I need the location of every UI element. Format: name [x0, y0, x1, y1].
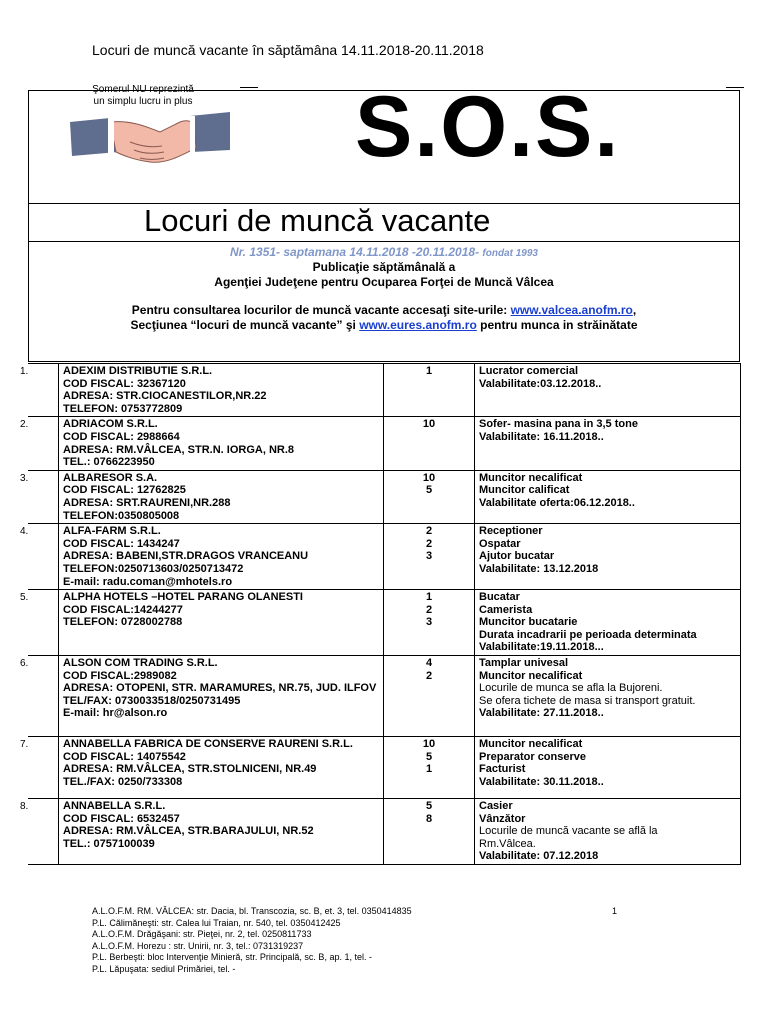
vacancies-cell	[384, 364, 475, 417]
job-row	[28, 364, 741, 417]
vacancy-count: 1	[425, 763, 433, 776]
company-line: COD FISCAL: 1434247	[63, 537, 180, 550]
consult-text-3: pentru munca in străinătate	[476, 318, 638, 332]
company-cell	[59, 470, 384, 523]
position-line: Facturist	[479, 763, 526, 776]
job-number-cell	[20, 417, 59, 470]
vacancy-count: 10	[422, 471, 436, 484]
main-title: Locuri de muncă vacante	[144, 203, 491, 238]
positions-cell	[475, 656, 741, 737]
job-row	[28, 524, 741, 590]
company-line: ADRESA: OTOPENI, STR. MARAMURES, NR.75, JUD. ILFOV	[63, 682, 377, 695]
vacancy-count: 3	[425, 550, 433, 563]
week-title: Locuri de muncă vacante în săptămâna 14.11.2018-20.11.2018	[92, 42, 484, 58]
company-line: ADEXIM DISTRIBUTIE S.R.L.	[63, 365, 213, 377]
position-line: Ospatar	[479, 537, 521, 550]
publication-line-1: Publicaţie săptămânală a	[312, 260, 456, 274]
company-line: TELEFON:0250713603/0250713472	[63, 562, 244, 575]
footer-address-line: P.L. Berbeşti: bloc Intervenţie Minieră, str. Principală, sc. B, ap. 1, tel. -	[92, 952, 372, 963]
company-cell	[59, 737, 384, 799]
company-line: COD FISCAL: 2988664	[63, 430, 180, 443]
link-valcea-anofm[interactable]: www.valcea.anofm.ro	[510, 303, 633, 317]
company-cell	[59, 524, 384, 590]
company-line: TELEFON:0350805008	[63, 509, 180, 522]
vacancy-count: 2	[425, 525, 433, 538]
job-number-cell	[20, 470, 59, 523]
job-number-cell	[20, 656, 59, 737]
vacancy-count: 2	[425, 603, 433, 616]
job-number: 5.	[20, 592, 29, 604]
page-number: 1	[612, 906, 618, 916]
vacancies-cell	[384, 417, 475, 470]
footer-addresses	[92, 906, 412, 976]
position-line: Vânzător	[479, 812, 526, 825]
job-number-cell	[20, 364, 59, 417]
validity-line: Valabilitate: 07.12.2018	[479, 850, 599, 863]
company-line: ADRESA: RM.VÂLCEA, STR.BARAJULUI, NR.52	[63, 825, 314, 838]
position-line: Lucrator comercial	[479, 365, 579, 377]
consult-line-1: Pentru consultarea locurilor de muncă vacante accesaţi site-urile: www.valcea.anofm.ro,	[131, 303, 637, 317]
vacancy-count: 2	[425, 537, 433, 550]
position-line: Valabilitate:03.12.2018..	[479, 377, 602, 390]
job-row	[28, 470, 741, 523]
position-line: Casier	[479, 800, 513, 813]
company-line: TELEFON: 0728002788	[63, 616, 183, 629]
company-line: ALPHA HOTELS –HOTEL PARANG OLANESTI	[63, 591, 303, 604]
job-row	[28, 656, 741, 737]
company-cell	[59, 799, 384, 865]
position-line: Sofer- masina pana in 3,5 tone	[479, 418, 638, 431]
company-cell	[59, 417, 384, 470]
handshake-icon	[70, 112, 230, 172]
company-line: COD FISCAL: 32367120	[63, 377, 186, 390]
company-line: ALBARESOR S.A.	[63, 471, 158, 484]
company-line: E-mail: hr@alson.ro	[63, 707, 168, 720]
footer-address-line: P.L. Lăpuşata: sediul Primăriei, tel. -	[92, 963, 236, 974]
vacancy-count: 5	[425, 800, 433, 813]
footer-address-line: P.L. Călimăneşti: str. Calea lui Traian, nr. 540, tel. 0350412425	[92, 917, 341, 928]
company-line: TELEFON: 0753772809	[63, 402, 183, 415]
vacancy-count: 5	[425, 750, 433, 763]
positions-cell	[475, 590, 741, 656]
issue-line	[0, 245, 768, 259]
company-line: ANNABELLA S.R.L.	[63, 800, 166, 813]
job-number: 1.	[20, 366, 29, 377]
positions-cell	[475, 737, 741, 799]
vacancy-count: 8	[425, 812, 433, 825]
position-line: Valabilitate oferta:06.12.2018..	[479, 496, 635, 509]
link-eures-anofm[interactable]: www.eures.anofm.ro	[359, 318, 477, 332]
position-line: Receptioner	[479, 525, 543, 538]
company-line: TEL.: 0766223950	[63, 456, 155, 469]
company-line: COD FISCAL:2989082	[63, 669, 177, 682]
vacancy-count: 1	[425, 365, 433, 377]
position-line: Muncitor calificat	[479, 484, 570, 497]
positions-cell	[475, 417, 741, 470]
slogan	[68, 84, 218, 108]
positions-cell	[475, 524, 741, 590]
job-row	[28, 799, 741, 865]
top-tick-left	[240, 87, 258, 88]
job-number-cell	[20, 590, 59, 656]
company-line: COD FISCAL: 6532457	[63, 812, 180, 825]
position-line: Muncitor bucatarie	[479, 616, 578, 629]
issue-number: Nr. 1351- saptamana 14.11.2018 -20.11.2018-	[230, 245, 480, 259]
vacancies-cell	[384, 799, 475, 865]
company-line: COD FISCAL: 14075542	[63, 750, 186, 763]
footer-address-line: A.L.O.F.M. Drăgăşani: str. Pieţei, nr. 2, tel. 0250811733	[92, 929, 312, 940]
vacancies-cell	[384, 470, 475, 523]
footer-address-line: A.L.O.F.M. Horezu : str. Unirii, nr. 3, tel.: 0731319237	[92, 940, 304, 951]
job-row	[28, 737, 741, 799]
job-number: 7.	[20, 739, 29, 751]
position-line: Valabilitate: 13.12.2018	[479, 562, 599, 575]
company-line: ADRESA: SRT.RAURENI,NR.288	[63, 496, 231, 509]
company-line: ADRESA: RM.VÂLCEA, STR.STOLNICENI, NR.49	[63, 763, 317, 776]
company-line: ALSON COM TRADING S.R.L.	[63, 657, 218, 670]
consult-text-1: Pentru consultarea locurilor de muncă vacante accesaţi site-urile:	[131, 303, 511, 317]
job-number-cell	[20, 799, 59, 865]
job-number-cell	[20, 524, 59, 590]
position-line: Valabilitate:19.11.2018...	[479, 641, 604, 654]
position-line: Tamplar univesal	[479, 657, 569, 670]
positions-cell	[475, 799, 741, 865]
position-note: Se ofera tichete de masa si transport gratuit.	[479, 694, 696, 707]
slogan-line-1: Şomerul NU reprezintă	[92, 84, 194, 95]
validity-line: Valabilitate: 27.11.2018..	[479, 707, 604, 720]
job-number: 3.	[20, 472, 29, 484]
company-line: ALFA-FARM S.R.L.	[63, 525, 161, 538]
position-line: Bucatar	[479, 591, 520, 604]
company-line: TEL/FAX: 0730033518/0250731495	[63, 694, 241, 707]
vacancies-cell	[384, 737, 475, 799]
job-number: 8.	[20, 801, 29, 813]
position-line: Muncitor necalificat	[479, 669, 583, 682]
company-line: ADRIACOM S.R.L.	[63, 418, 158, 431]
job-row	[28, 417, 741, 470]
vacancy-count: 5	[425, 484, 433, 497]
company-line: ANNABELLA FABRICA DE CONSERVE RAURENI S.R.L.	[63, 738, 353, 751]
position-line: Valabilitate: 30.11.2018..	[479, 775, 604, 788]
company-line: ADRESA: RM.VÂLCEA, STR.N. IORGA, NR.8	[63, 443, 295, 456]
vacancies-cell	[384, 524, 475, 590]
consult-text-2: Secţiunea “locuri de muncă vacante” şi	[130, 318, 360, 332]
vacancies-cell	[384, 590, 475, 656]
top-tick-right	[726, 87, 744, 88]
company-line: COD FISCAL:14244277	[63, 603, 183, 616]
slogan-line-2: un simplu lucru in plus	[93, 96, 193, 107]
company-cell	[59, 656, 384, 737]
jobs-table-body	[20, 364, 741, 865]
company-cell	[59, 364, 384, 417]
company-line: E-mail: radu.coman@mhotels.ro	[63, 575, 233, 588]
job-number: 2.	[20, 419, 29, 431]
company-line: ADRESA: BABENI,STR.DRAGOS VRANCEANU	[63, 550, 309, 563]
logo-text: S.O.S.	[355, 79, 621, 175]
jobs-table	[20, 363, 741, 865]
company-cell	[59, 590, 384, 656]
position-line: Muncitor necalificat	[479, 738, 583, 751]
vacancy-count: 2	[425, 669, 433, 682]
vacancy-count: 10	[422, 738, 436, 751]
consult-line-2	[0, 318, 768, 332]
position-line: Valabilitate: 16.11.2018..	[479, 430, 604, 443]
company-line: ADRESA: STR.CIOCANESTILOR,NR.22	[63, 390, 267, 403]
vacancy-count: 1	[425, 591, 433, 604]
position-line: Muncitor necalificat	[479, 471, 583, 484]
job-number: 6.	[20, 658, 29, 670]
position-note: Rm.Vâlcea.	[479, 837, 536, 850]
footer-address-line: A.L.O.F.M. RM. VÂLCEA: str. Dacia, bl. Transcozia, sc. B, et. 3, tel. 0350414835	[92, 906, 412, 916]
founded-year: fondat 1993	[482, 248, 538, 259]
vacancy-count: 4	[425, 657, 433, 670]
position-note: Locurile de munca se afla la Bujoreni.	[479, 682, 663, 695]
company-line: COD FISCAL: 12762825	[63, 484, 186, 497]
positions-cell	[475, 470, 741, 523]
job-number: 4.	[20, 526, 29, 538]
company-line: TEL./FAX: 0250/733308	[63, 775, 183, 788]
publication-line-2: Agenţiei Judeţene pentru Ocuparea Forţei de Muncă Vâlcea	[214, 275, 554, 289]
job-row	[28, 590, 741, 656]
position-line: Durata incadrarii pe perioada determinata	[479, 628, 697, 641]
positions-cell	[475, 364, 741, 417]
company-line: TEL.: 0757100039	[63, 837, 155, 850]
job-number-cell	[20, 737, 59, 799]
position-line: Camerista	[479, 603, 533, 616]
position-line: Preparator conserve	[479, 750, 586, 763]
vacancies-cell	[384, 656, 475, 737]
vacancy-count: 10	[422, 418, 436, 431]
position-line: Ajutor bucatar	[479, 550, 555, 563]
position-note: Locurile de muncă vacante se află la	[479, 825, 658, 838]
vacancy-count: 3	[425, 616, 433, 629]
